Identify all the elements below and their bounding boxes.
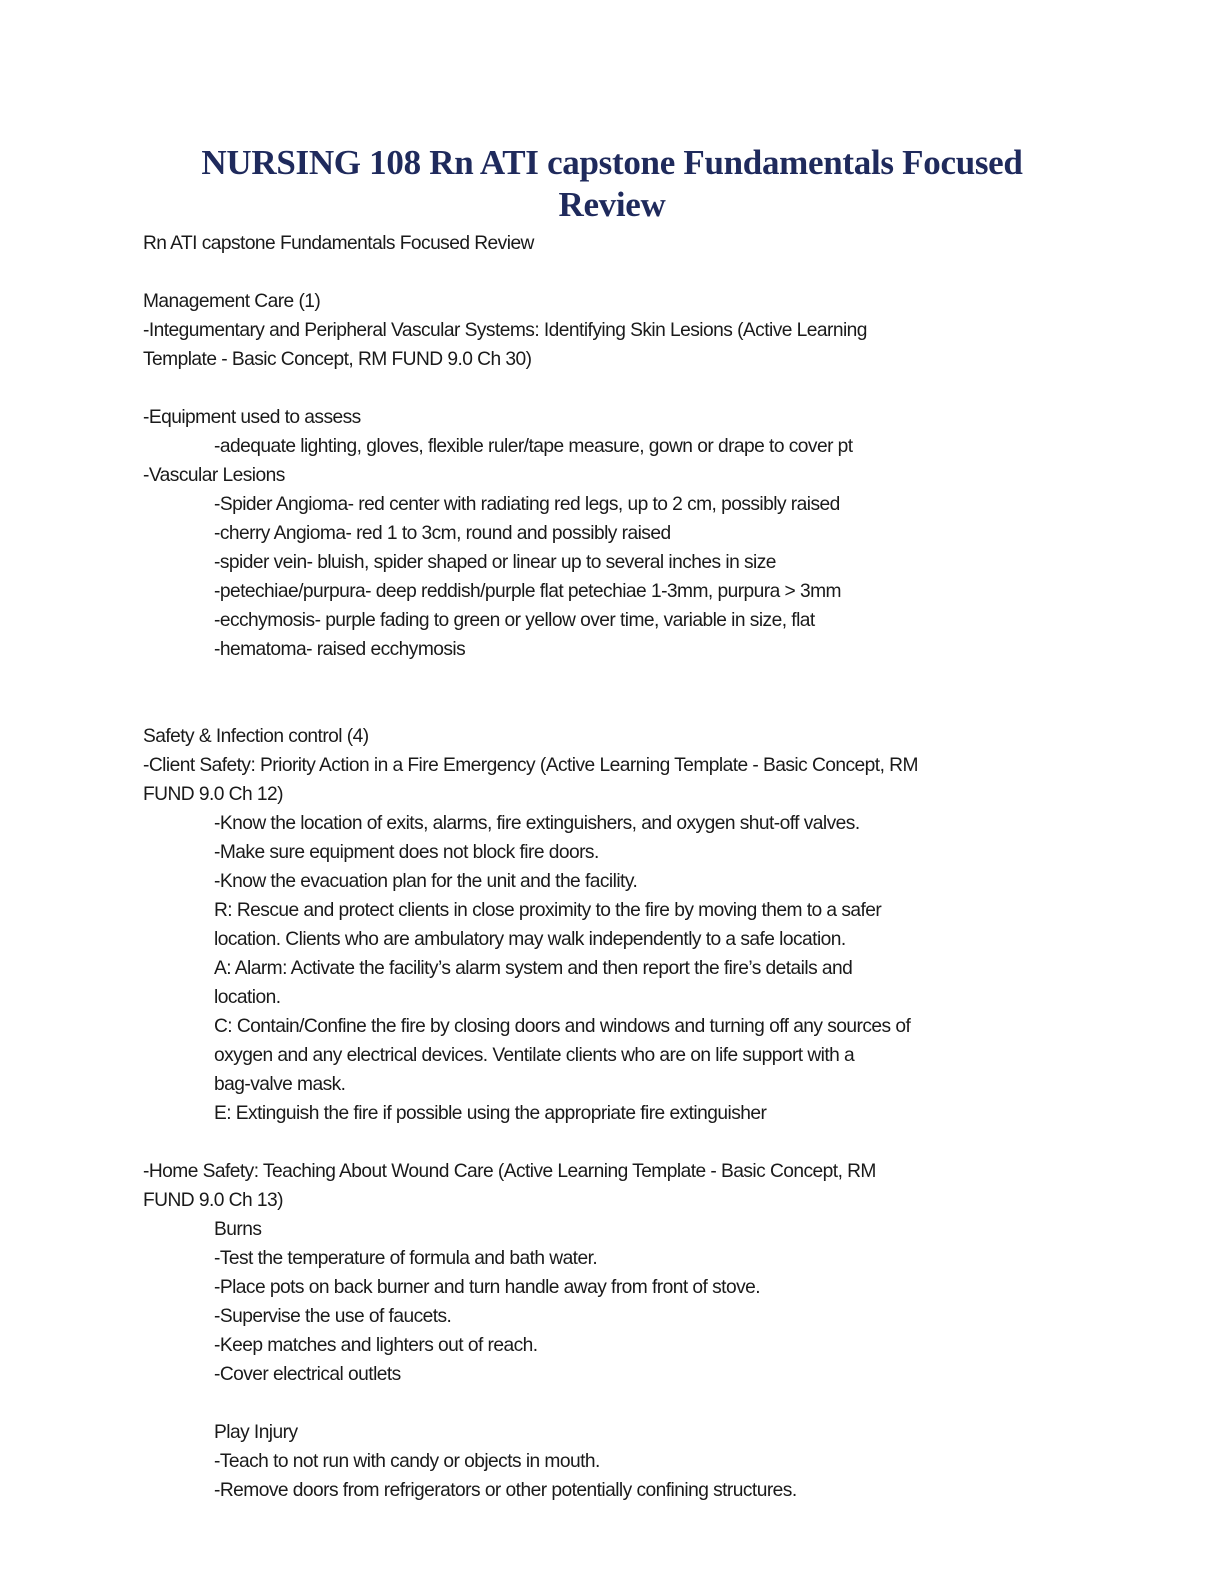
play-injury-heading: Play Injury: [214, 1422, 298, 1443]
topic-skin-lesions: -Integumentary and Peripheral Vascular Systems: Identifying Skin Lesions (Active Learning: [143, 320, 867, 341]
fire-item-race-r-cont: location. Clients who are ambulatory may walk independently to a safe location.: [214, 929, 846, 950]
fire-item-race-c: C: Contain/Confine the fire by closing doors and windows and turning off any sources of: [214, 1016, 911, 1037]
subtitle: Rn ATI capstone Fundamentals Focused Review: [143, 233, 534, 254]
vascular-heading: -Vascular Lesions: [143, 465, 285, 486]
fire-item-race-a-cont: location.: [214, 987, 281, 1008]
fire-item-race-e: E: Extinguish the fire if possible using the appropriate fire extinguisher: [214, 1103, 767, 1124]
document-title: [100, 142, 1124, 226]
topic-home-safety-cont: FUND 9.0 Ch 13): [143, 1190, 283, 1211]
vascular-item: -petechiae/purpura- deep reddish/purple flat petechiae 1-3mm, purpura > 3mm: [214, 581, 841, 602]
vascular-item: -spider vein- bluish, spider shaped or linear up to several inches in size: [214, 552, 776, 573]
fire-item-race-a: A: Alarm: Activate the facility’s alarm system and then report the fire’s details and: [214, 958, 853, 979]
fire-item: -Know the evacuation plan for the unit and the facility.: [214, 871, 638, 892]
section-heading-safety: Safety & Infection control (4): [143, 726, 369, 747]
vascular-item: -hematoma- raised ecchymosis: [214, 639, 466, 660]
fire-item: -Make sure equipment does not block fire doors.: [214, 842, 599, 863]
play-injury-item: -Teach to not run with candy or objects in mouth.: [214, 1451, 600, 1472]
vascular-item: -Spider Angioma- red center with radiating red legs, up to 2 cm, possibly raised: [214, 494, 840, 515]
vascular-item: -cherry Angioma- red 1 to 3cm, round and possibly raised: [214, 523, 671, 544]
fire-item-race-c-cont2: bag-valve mask.: [214, 1074, 346, 1095]
topic-fire-emergency: -Client Safety: Priority Action in a Fire Emergency (Active Learning Template - Basic Concept, RM: [143, 755, 918, 776]
document-body: [143, 229, 1083, 1505]
fire-item: -Know the location of exits, alarms, fire extinguishers, and oxygen shut-off valves.: [214, 813, 860, 834]
equipment-item: -adequate lighting, gloves, flexible ruler/tape measure, gown or drape to cover pt: [214, 436, 853, 457]
burns-item: -Test the temperature of formula and bath water.: [214, 1248, 598, 1269]
topic-skin-lesions-cont: Template - Basic Concept, RM FUND 9.0 Ch 30): [143, 349, 532, 370]
burns-heading: Burns: [214, 1219, 262, 1240]
vascular-item: -ecchymosis- purple fading to green or yellow over time, variable in size, flat: [214, 610, 815, 631]
title-line-1: NURSING 108 Rn ATI capstone Fundamentals Focused: [201, 143, 1023, 182]
equipment-heading: -Equipment used to assess: [143, 407, 361, 428]
title-line-2: Review: [558, 185, 666, 224]
fire-item-race-c-cont: oxygen and any electrical devices. Ventilate clients who are on life support with a: [214, 1045, 855, 1066]
burns-item: -Supervise the use of faucets.: [214, 1306, 452, 1327]
topic-fire-emergency-cont: FUND 9.0 Ch 12): [143, 784, 283, 805]
topic-home-safety: -Home Safety: Teaching About Wound Care (Active Learning Template - Basic Concept, RM: [143, 1161, 876, 1182]
fire-item-race-r: R: Rescue and protect clients in close proximity to the fire by moving them to a safer: [214, 900, 882, 921]
burns-item: -Keep matches and lighters out of reach.: [214, 1335, 538, 1356]
burns-item: -Cover electrical outlets: [214, 1364, 401, 1385]
play-injury-item: -Remove doors from refrigerators or other potentially confining structures.: [214, 1480, 797, 1501]
section-heading-management-care: Management Care (1): [143, 291, 321, 312]
burns-item: -Place pots on back burner and turn handle away from front of stove.: [214, 1277, 761, 1298]
